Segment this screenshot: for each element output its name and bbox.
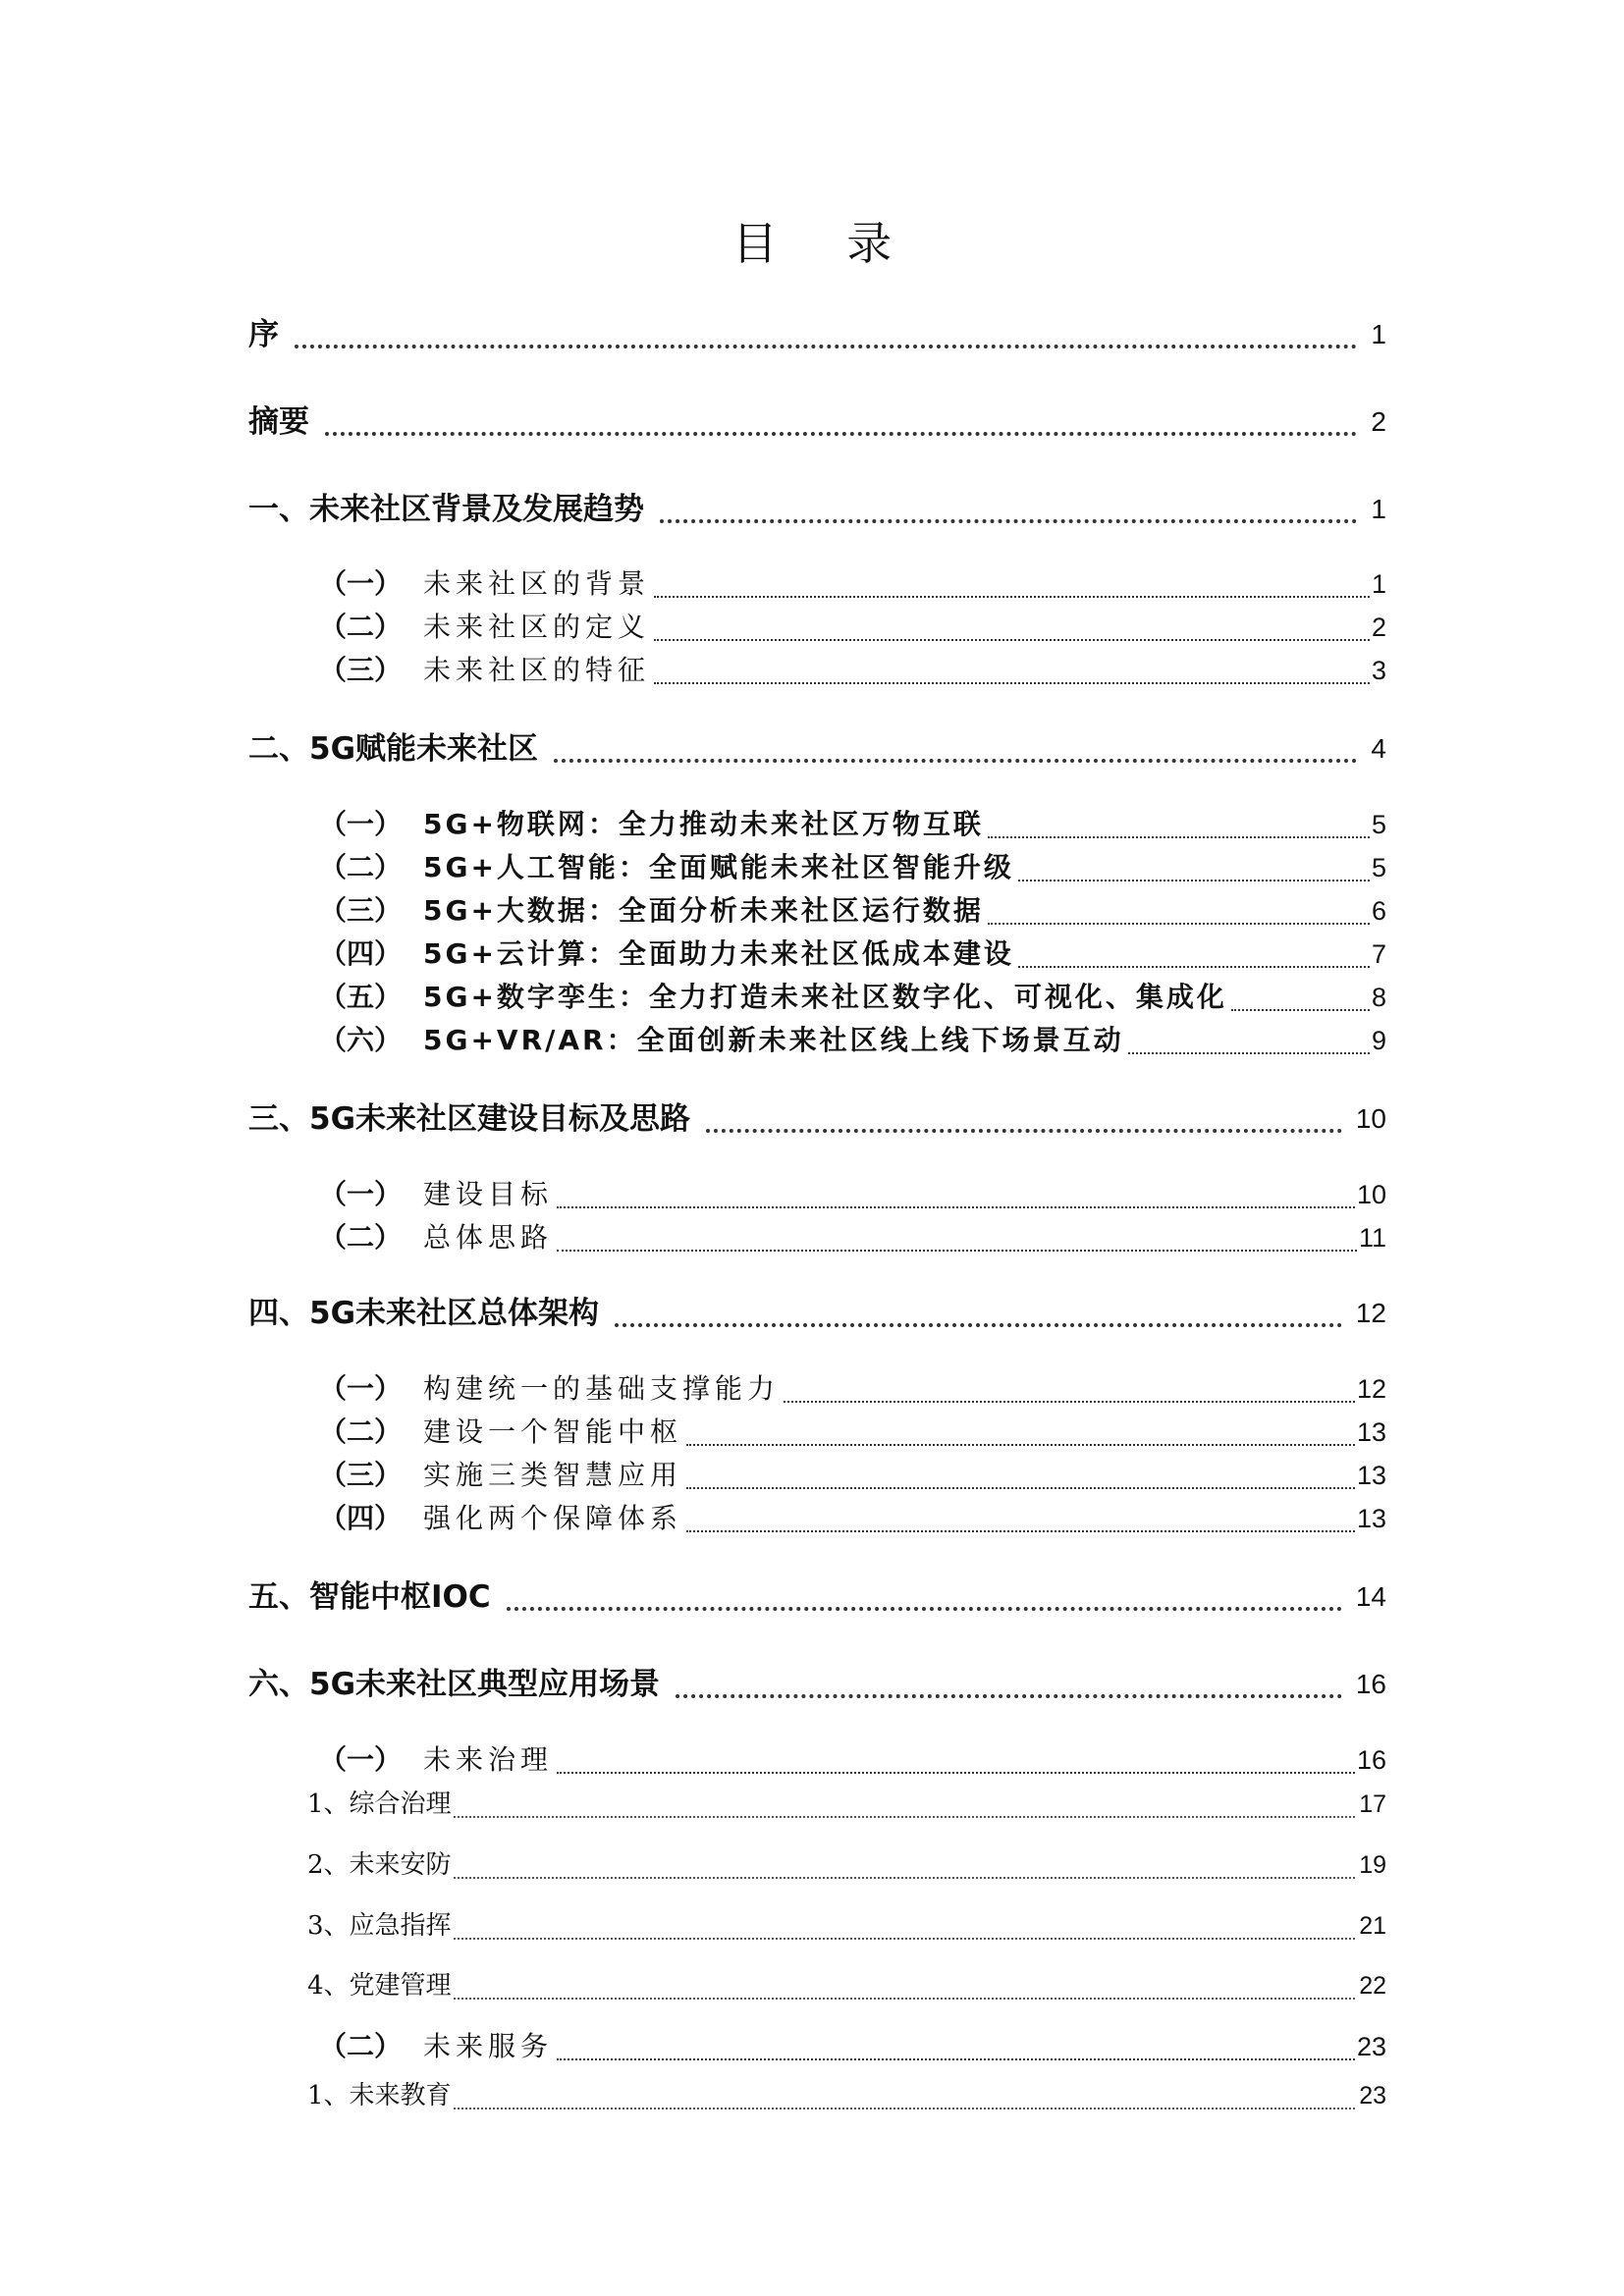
- toc-entry[interactable]: [248, 1291, 1386, 1336]
- toc-entry-number: （六）: [319, 1024, 403, 1056]
- toc-dot-leader: [686, 1487, 1355, 1489]
- toc-dot-leader: [454, 1877, 1356, 1879]
- toc-entry-text: 5G+物联网：全力推动未来社区万物互联: [423, 808, 984, 840]
- toc-entry[interactable]: [248, 726, 1386, 772]
- toc-page-number: 16: [1355, 1669, 1386, 1699]
- toc-entry-label: [248, 888, 984, 934]
- toc-entry[interactable]: [248, 975, 1386, 1020]
- toc-entry[interactable]: [248, 1662, 1386, 1707]
- toc-entry-label: [248, 1366, 780, 1412]
- toc-entry-label: [248, 1496, 682, 1541]
- toc-entry-label: 五、智能中枢IOC: [248, 1579, 491, 1615]
- toc-entry-text: 未来社区的定义: [423, 611, 651, 643]
- toc-page-number: 9: [1371, 1026, 1386, 1055]
- toc-page-number: 3: [1371, 656, 1386, 685]
- toc-page-number: 1: [1371, 319, 1386, 349]
- page-title: 目 录: [731, 217, 920, 270]
- toc-entry-label: 2、未来安防: [307, 1850, 452, 1880]
- toc-entry-label: [248, 975, 1227, 1020]
- toc-dot-leader: [454, 2108, 1356, 2109]
- toc-dot-leader: [988, 923, 1370, 925]
- toc-entry-label: [248, 1215, 553, 1260]
- toc-entry[interactable]: [248, 802, 1386, 847]
- toc-page-number: 2: [1371, 613, 1386, 642]
- toc-entry-text: 总体思路: [423, 1221, 554, 1254]
- toc-entry[interactable]: [248, 1366, 1386, 1412]
- toc-entry[interactable]: [248, 1963, 1386, 2008]
- toc-dot-leader: [295, 345, 1357, 348]
- toc-entry[interactable]: [248, 605, 1386, 650]
- toc-entry-text: 未来服务: [423, 2030, 554, 2062]
- toc-page-number: 23: [1359, 2082, 1386, 2109]
- toc-entry[interactable]: [248, 1496, 1386, 1541]
- toc-page-number: 7: [1371, 939, 1386, 969]
- toc-entry-label: 4、党建管理: [307, 1971, 452, 2001]
- toc-page-number: 11: [1358, 1223, 1386, 1253]
- toc-entry-label: 1、未来教育: [307, 2081, 452, 2110]
- toc-dot-leader: [784, 1401, 1355, 1403]
- toc-entry-label: [248, 1172, 553, 1217]
- toc-page-number: 2: [1371, 406, 1386, 437]
- toc-entry[interactable]: [248, 932, 1386, 977]
- toc-entry-number: （四）: [319, 1502, 403, 1534]
- toc-entry-number: （一）: [319, 1372, 403, 1405]
- toc-page-number: 10: [1356, 1180, 1386, 1209]
- toc-entry-label: [248, 1453, 682, 1498]
- toc-entry[interactable]: [248, 1453, 1386, 1498]
- toc-page-number: 5: [1371, 810, 1386, 839]
- toc-entry-label: [248, 561, 650, 607]
- toc-entry[interactable]: [248, 1172, 1386, 1217]
- toc-entry-label: 四、5G未来社区总体架构: [248, 1296, 600, 1331]
- toc-entry-text: 5G+大数据：全面分析未来社区运行数据: [423, 894, 984, 927]
- toc-entry-number: （二）: [319, 1415, 403, 1448]
- toc-page-number: 10: [1355, 1103, 1386, 1134]
- toc-page-number: 12: [1355, 1298, 1386, 1328]
- toc-dot-leader: [660, 519, 1357, 523]
- toc-entry[interactable]: [248, 487, 1386, 532]
- toc-dot-leader: [557, 1206, 1355, 1208]
- toc-page-number: 22: [1359, 1972, 1386, 2000]
- toc-entry-number: （一）: [319, 808, 403, 840]
- toc-entry-label: [248, 932, 1014, 977]
- toc-dot-leader: [654, 596, 1370, 598]
- toc-entry[interactable]: [248, 845, 1386, 890]
- toc-page-number: 8: [1371, 983, 1386, 1012]
- toc-entry-number: （一）: [319, 567, 403, 600]
- toc-entry[interactable]: [248, 648, 1386, 693]
- toc-page-number: 13: [1356, 1504, 1386, 1533]
- toc-entry-label: 序: [248, 317, 279, 352]
- toc-entry-text: 建设目标: [423, 1178, 554, 1210]
- toc-page-number: 23: [1356, 2032, 1386, 2061]
- toc-entry-number: （三）: [319, 894, 403, 927]
- toc-page-number: 21: [1359, 1912, 1386, 1940]
- toc-dot-leader: [1231, 1009, 1370, 1011]
- toc-entry-number: （一）: [319, 1743, 403, 1776]
- toc-dot-leader: [557, 2058, 1355, 2060]
- toc-entry-label: [248, 2024, 553, 2069]
- toc-entry-text: 实施三类智慧应用: [423, 1459, 683, 1491]
- toc-entry-number: （五）: [319, 981, 403, 1013]
- toc-entry[interactable]: [248, 1842, 1386, 1888]
- toc-dot-leader: [454, 1998, 1356, 2000]
- toc-entry-text: 5G+人工智能：全面赋能未来社区智能升级: [423, 851, 1014, 883]
- toc-entry[interactable]: [248, 1410, 1386, 1455]
- toc-dot-leader: [1018, 966, 1370, 968]
- toc-entry-number: （二）: [319, 611, 403, 643]
- toc-dot-leader: [557, 1772, 1355, 1774]
- toc-entry-number: （二）: [319, 2030, 403, 2062]
- toc-entry-label: 三、5G未来社区建设目标及思路: [248, 1101, 691, 1137]
- toc-dot-leader: [615, 1323, 1342, 1327]
- toc-entry-text: 5G+云计算：全面助力未来社区低成本建设: [423, 937, 1014, 970]
- toc-entry-label: 摘要: [248, 404, 309, 440]
- toc-dot-leader: [1018, 880, 1370, 881]
- toc-dot-leader: [454, 1938, 1356, 1940]
- toc-dot-leader: [706, 1129, 1342, 1133]
- toc-entry[interactable]: [248, 1737, 1386, 1783]
- toc-entry-label: [248, 1410, 682, 1455]
- toc-page-number: 17: [1359, 1790, 1386, 1818]
- toc-page-number: 12: [1356, 1374, 1386, 1404]
- toc-entry[interactable]: [248, 2073, 1386, 2118]
- toc-entry[interactable]: [248, 561, 1386, 607]
- toc-entry-text: 建设一个智能中枢: [423, 1415, 683, 1448]
- toc-dot-leader: [686, 1444, 1355, 1446]
- toc-entry[interactable]: [248, 1782, 1386, 1827]
- toc-entry-text: 5G+VR/AR：全面创新未来社区线上线下场景互动: [423, 1024, 1124, 1056]
- toc-entry-label: 1、综合治理: [307, 1789, 452, 1819]
- toc-page-number: 6: [1371, 896, 1386, 926]
- toc-entry-text: 未来社区的特征: [423, 654, 651, 686]
- toc-dot-leader: [557, 1250, 1357, 1252]
- toc-entry-number: （四）: [319, 937, 403, 970]
- toc-entry-number: （二）: [319, 1221, 403, 1254]
- toc-entry-number: （二）: [319, 851, 403, 883]
- toc-entry[interactable]: [248, 1096, 1386, 1142]
- toc-entry-label: 二、5G赋能未来社区: [248, 731, 539, 767]
- toc-entry[interactable]: [248, 1575, 1386, 1620]
- toc-entry-number: （一）: [319, 1178, 403, 1210]
- toc-page-number: 13: [1356, 1461, 1386, 1490]
- toc-page-number: 4: [1371, 733, 1386, 764]
- toc-entry-label: [248, 648, 650, 693]
- toc-entry[interactable]: [248, 1903, 1386, 1949]
- toc-dot-leader: [988, 836, 1370, 838]
- toc-entry-label: 一、未来社区背景及发展趋势: [248, 492, 644, 527]
- toc-entry[interactable]: [248, 1215, 1386, 1260]
- toc-dot-leader: [676, 1694, 1342, 1698]
- toc-page-number: 1: [1371, 494, 1386, 524]
- toc-dot-leader: [507, 1607, 1342, 1611]
- toc-dot-leader: [454, 1816, 1356, 1818]
- toc-dot-leader: [554, 759, 1357, 763]
- toc-page-number: 19: [1359, 1851, 1386, 1879]
- toc-entry[interactable]: [248, 888, 1386, 934]
- toc-entry-label: 六、5G未来社区典型应用场景: [248, 1667, 661, 1702]
- toc-dot-leader: [1128, 1052, 1370, 1054]
- toc-entry[interactable]: [248, 312, 1386, 357]
- toc-dot-leader: [654, 682, 1370, 684]
- toc-entry-text: 未来社区的背景: [423, 567, 651, 600]
- toc-dot-leader: [325, 432, 1357, 436]
- toc-entry-label: 3、应急指挥: [307, 1911, 452, 1941]
- toc-entry-number: （三）: [319, 1459, 403, 1491]
- toc-page-number: 13: [1356, 1417, 1386, 1447]
- toc-page-number: 14: [1355, 1581, 1386, 1612]
- toc-entry-text: 构建统一的基础支撑能力: [423, 1372, 781, 1405]
- toc-entry-label: [248, 605, 650, 650]
- toc-entry-label: [248, 1018, 1124, 1063]
- toc-entry-text: 未来治理: [423, 1743, 554, 1776]
- toc-entry[interactable]: [248, 1018, 1386, 1063]
- toc-entry[interactable]: [248, 400, 1386, 445]
- toc-page-number: 1: [1371, 569, 1386, 599]
- toc-entry-label: [248, 802, 984, 847]
- toc-entry-text: 5G+数字孪生：全力打造未来社区数字化、可视化、集成化: [423, 981, 1227, 1013]
- toc-entry[interactable]: [248, 2024, 1386, 2069]
- toc-entry-label: [248, 1737, 553, 1783]
- toc-entry-label: [248, 845, 1014, 890]
- toc-page-number: 5: [1371, 853, 1386, 882]
- toc-entry-text: 强化两个保障体系: [423, 1502, 683, 1534]
- toc-entry-number: （三）: [319, 654, 403, 686]
- toc-page-number: 16: [1356, 1745, 1386, 1775]
- toc-dot-leader: [686, 1530, 1355, 1532]
- toc-dot-leader: [654, 639, 1370, 641]
